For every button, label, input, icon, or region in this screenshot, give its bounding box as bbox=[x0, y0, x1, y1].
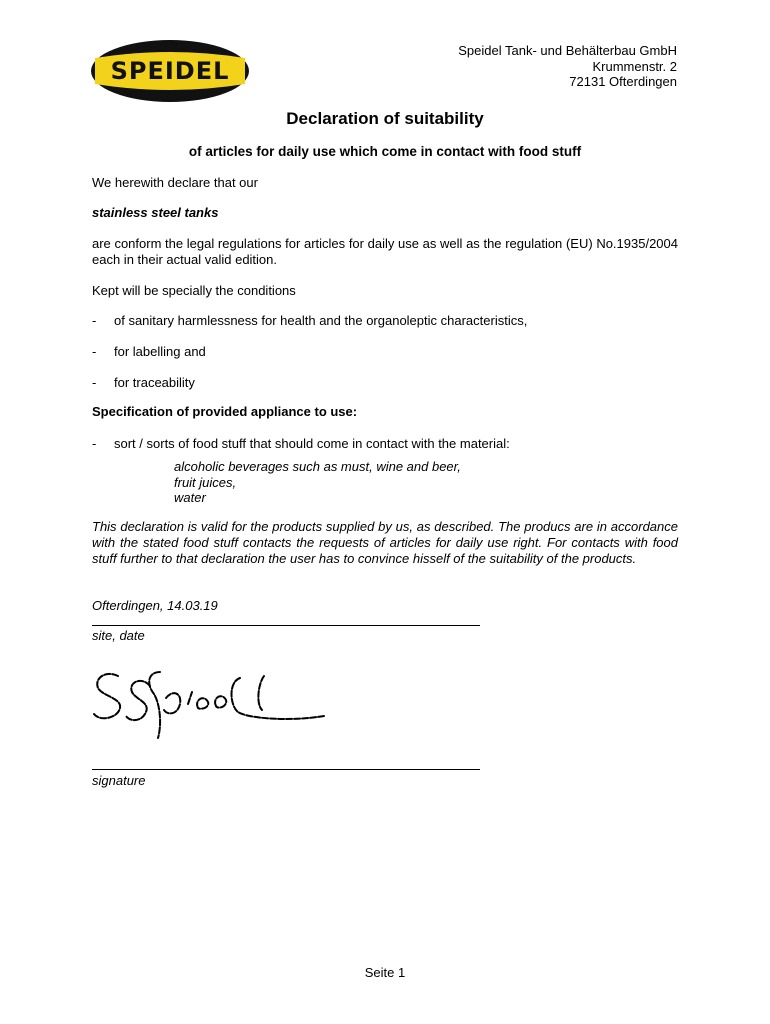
logo-wordmark: SPEIDEL bbox=[110, 57, 230, 85]
condition-item: for labelling and bbox=[114, 344, 206, 359]
speidel-logo bbox=[89, 38, 251, 104]
condition-item: for traceability bbox=[114, 375, 195, 390]
company-street: Krummenstr. 2 bbox=[592, 58, 677, 74]
product-name: stainless steel tanks bbox=[92, 205, 219, 220]
handwritten-signature bbox=[88, 664, 328, 746]
page-number: Seite 1 bbox=[364, 965, 406, 980]
bullet-marker: - bbox=[92, 313, 97, 328]
bullet-marker: - bbox=[92, 375, 97, 390]
page-title: Declaration of suitability bbox=[286, 109, 484, 128]
date-line bbox=[92, 625, 480, 626]
condition-item: of sanitary harmlessness for health and the organoleptic characteristics, bbox=[114, 313, 528, 328]
food-item: fruit juices, bbox=[174, 474, 237, 490]
site-date-label: site, date bbox=[92, 628, 145, 643]
intro-text: We herewith declare that our bbox=[92, 175, 258, 190]
spec-heading: Specification of provided appliance to use: bbox=[92, 404, 358, 419]
validity-paragraph: This declaration is valid for the products supplied by us, as described. The producs are in accordance with the stated food stuff contacts the requests of articles for daily use right. For contacts with food stuff further to that declaration the user has to convince hisself of the suitability of the products. bbox=[92, 519, 678, 566]
signature-line bbox=[92, 769, 480, 770]
conformity-paragraph: are conform the legal regulations for articles for daily use as well as the regulation (EU) No.1935/2004 each in their actual valid edition. bbox=[92, 236, 678, 267]
food-item: alcoholic beverages such as must, wine and beer, bbox=[174, 459, 461, 474]
spec-item: sort / sorts of food stuff that should come in contact with the material: bbox=[114, 436, 510, 451]
place-date: Ofterdingen, 14.03.19 bbox=[92, 598, 218, 613]
signature-label: signature bbox=[92, 773, 146, 788]
bullet-marker: - bbox=[92, 344, 97, 359]
company-address bbox=[458, 43, 677, 90]
page-subtitle: of articles for daily use which come in contact with food stuff bbox=[188, 144, 582, 159]
food-list bbox=[174, 459, 461, 506]
food-item: water bbox=[174, 490, 206, 505]
conditions-intro: Kept will be specially the conditions bbox=[92, 283, 296, 298]
company-name: Speidel Tank- und Behälterbau GmbH bbox=[458, 43, 677, 58]
company-city: 72131 Ofterdingen bbox=[569, 74, 677, 89]
bullet-marker: - bbox=[92, 436, 97, 451]
